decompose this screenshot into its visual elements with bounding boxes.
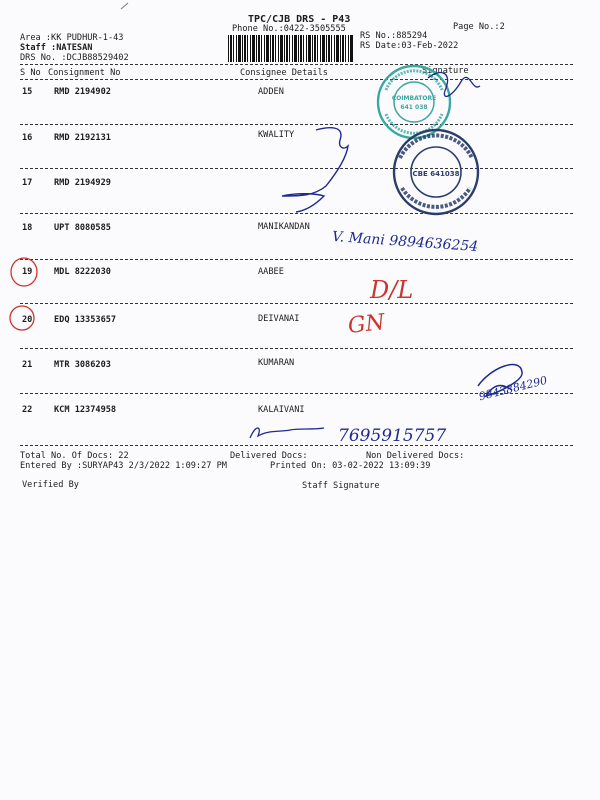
row-consignment: MDL 8222030 [54,267,111,277]
row-sno: 20 [22,315,33,325]
drs-number: DRS No. :DCJB88529402 [20,53,129,63]
row-sno: 19 [22,267,33,277]
verified-by: Verified By [22,480,79,490]
row-divider [20,168,573,169]
row-consignment: RMD 2194929 [54,178,111,188]
col-sno: S No [20,68,41,78]
row-sno: 22 [22,405,33,415]
column-divider [20,79,573,80]
row-consignee: AABEE [258,267,284,277]
rs-number: RS No.:885294 [360,31,428,41]
row-divider [20,259,573,260]
row-consignment: RMD 2194902 [54,87,111,97]
total-docs: Total No. Of Docs: 22 [20,451,129,461]
row-divider [20,124,573,125]
row-sno: 15 [22,87,33,97]
row-consignee: KWALITY [258,130,295,140]
handwritten-gn-20: GN [346,310,387,339]
row-consignee: MANIKANDAN [258,222,310,232]
handwritten-mobile-18: V. Mani 9894636254 [331,228,479,256]
row-sno: 17 [22,178,33,188]
row-consignee: KUMARAN [258,358,295,368]
printed-on: Printed On: 03-02-2022 13:09:39 [270,461,431,471]
non-delivered-docs: Non Delivered Docs: [366,451,465,461]
page-number: Page No.:2 [453,22,505,32]
row-consignee: KALAIVANI [258,405,305,415]
garments-stamp-round [388,124,484,220]
col-signature: Signature [422,66,469,76]
row-consignment: KCM 12374958 [54,405,117,415]
staff-label: Staff :NATESAN [20,43,93,53]
row-consignment: UPT 8080585 [54,223,111,233]
document-title: TPC/CJB DRS - P43 [248,14,351,25]
row-sno: 18 [22,223,33,233]
handwritten-mobile-22: 7695915757 [338,426,447,446]
row-consignment: RMD 2192131 [54,133,111,143]
row-sno: 21 [22,360,33,370]
barcode [228,35,353,62]
svg-text:641 038: 641 038 [400,104,428,111]
col-consignment: Consignment No [48,68,121,78]
rs-date: RS Date:03-Feb-2022 [360,41,459,51]
phone-number: Phone No.:0422-3505555 [232,24,346,34]
row-divider [20,445,573,446]
area-label: Area :KK PUDHUR-1-43 [20,33,124,43]
svg-text:CBE 641038: CBE 641038 [412,170,460,178]
row-divider [20,348,573,349]
handwritten-mobile-21: 9843884290 [477,373,549,404]
entered-by: Entered By :SURYAP43 2/3/2022 1:09:27 PM [20,461,227,471]
row-divider [20,213,573,214]
row-divider [20,303,573,304]
row-consignment: EDQ 13353657 [54,315,117,325]
row-consignment: MTR 3086203 [54,360,111,370]
row-consignee: ADDEN [258,87,284,97]
delivered-docs: Delivered Docs: [230,451,308,461]
col-consignee: Consignee Details [240,68,328,78]
header-divider [20,64,573,65]
staff-signature: Staff Signature [302,481,380,491]
row-sno: 16 [22,133,33,143]
svg-text:COIMBATORE: COIMBATORE [391,95,437,102]
handwritten-dl-19: D/L [370,276,414,304]
row-consignee: DEIVANAI [258,314,300,324]
